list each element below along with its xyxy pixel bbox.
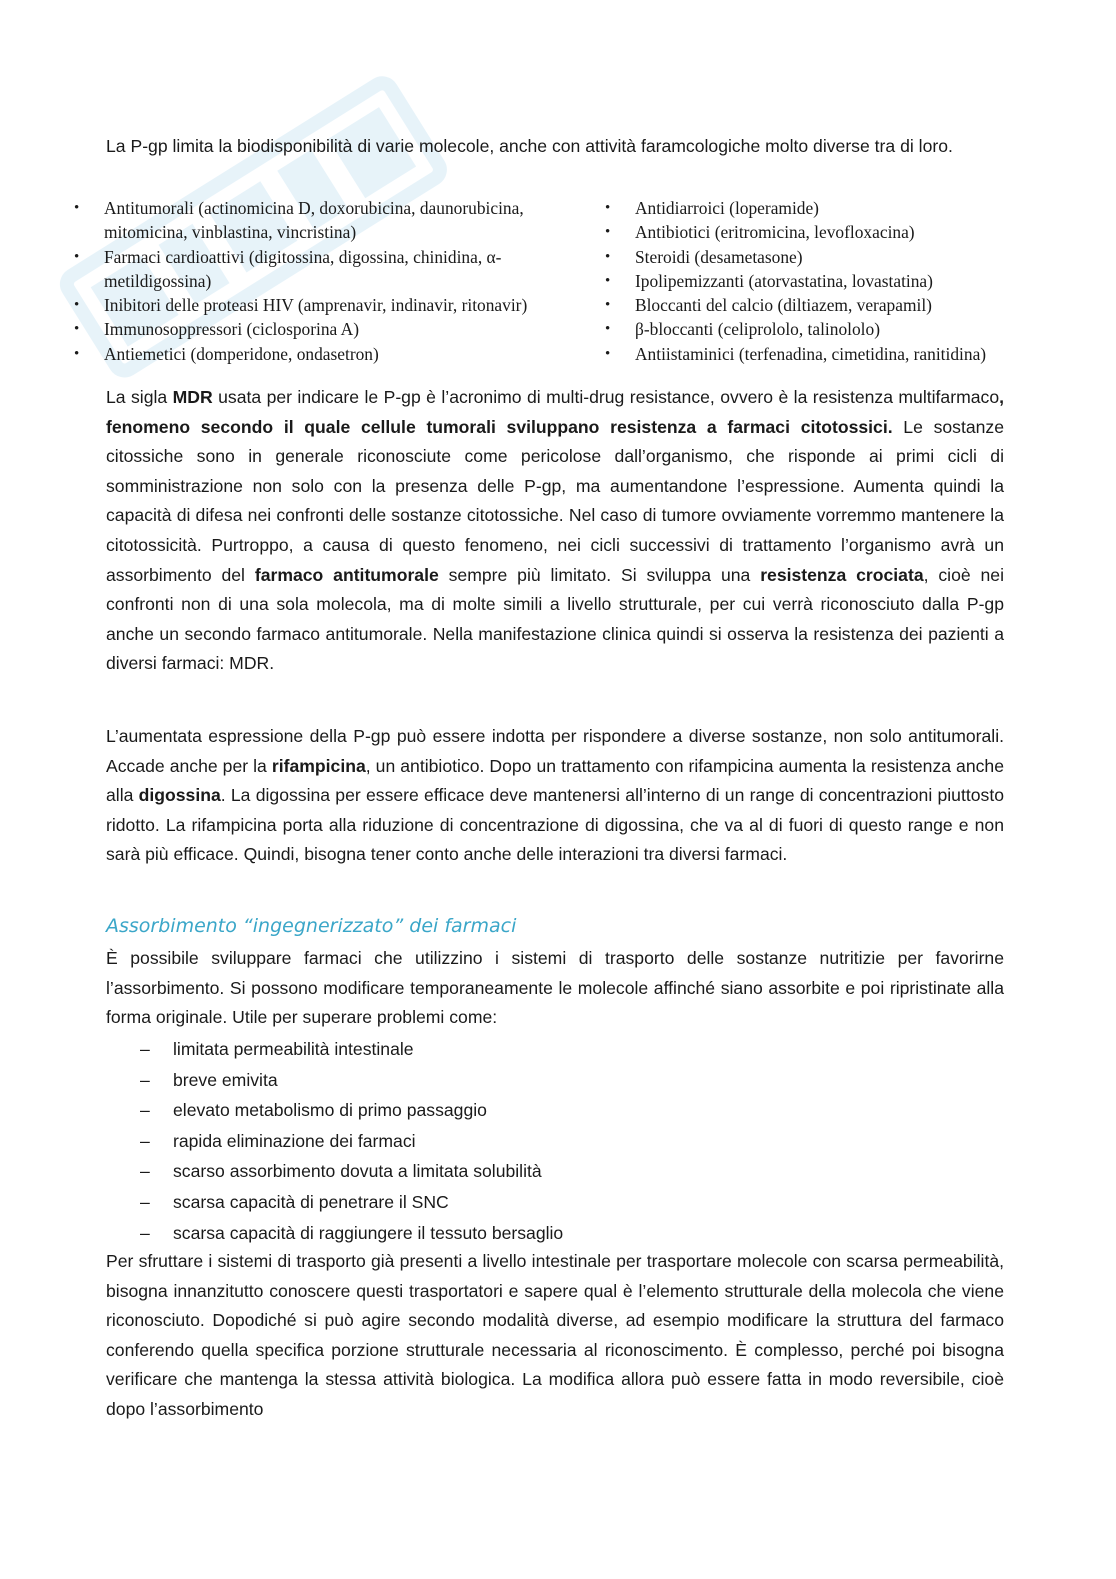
list-item: • Steroidi (desametasone) <box>605 246 803 267</box>
section-intro-paragraph: È possibile sviluppare farmaci che utilizzino i sistemi di trasporto delle sostanze nutritizie per favorirne l’assorbimento. Si possono modificare temporaneamente le molecole affinché siano assorbite e poi ripristinate alla forma originale. Utile per superare problemi come: <box>106 948 1004 1028</box>
drug-classes-right-list <box>605 196 1095 366</box>
problems-list <box>140 1034 563 1248</box>
list-item: • Farmaci cardioattivi (digitossina, digossina, chinidina, α-metildigossina) <box>74 246 502 291</box>
list-item: • β-bloccanti (celiprololo, talinololo) <box>605 319 880 340</box>
list-item: – limitata permeabilità intestinale <box>140 1039 414 1059</box>
list-item: • Antitumorali (actinomicina D, doxorubicina, daunorubicina, mitomicina, vinblastina, vincristina) <box>74 198 524 243</box>
list-item: – elevato metabolismo di primo passaggio <box>140 1100 487 1121</box>
list-item: • Antiistaminici (terfenadina, cimetidina, ranitidina) <box>605 343 987 364</box>
drug-classes-left-list <box>74 196 594 366</box>
list-item: • Antidiarroici (loperamide) <box>605 198 819 218</box>
intro-paragraph: La P-gp limita la biodisponibilità di varie molecole, anche con attività faramcologiche molto diverse tra di loro. <box>106 136 953 156</box>
list-item: • Ipolipemizzanti (atorvastatina, lovastatina) <box>605 270 933 291</box>
list-item: – scarsa capacità di raggiungere il tessuto bersaglio <box>140 1222 564 1243</box>
section-heading: Assorbimento “ingegnerizzato” dei farmaci <box>106 915 517 937</box>
list-item: • Bloccanti del calcio (diltiazem, verapamil) <box>605 295 932 316</box>
list-item: – scarsa capacità di penetrare il SNC <box>140 1191 449 1212</box>
expression-paragraph: L’aumentata espressione della P-gp può essere indotta per rispondere a diverse sostanze, non solo antitumorali. Accade anche per la rifampicina, un antibiotico. Dopo un trattamento con rifampicina aumenta la resistenza anche alla digossina. La digossina per essere efficace deve mantenersi all’interno di un range di concentrazioni piuttosto ridotto. La rifampicina porta alla riduzione di concentrazione di digossina, che va al di fuori di questo range e non sarà più efficace. Quindi, bisogna tener conto anche delle interazioni tra diversi farmaci. <box>106 726 1004 865</box>
mdr-paragraph: La sigla MDR usata per indicare le P-gp è l’acronimo di multi-drug resistance, ovvero è la resistenza multifarmaco, fenomeno secondo il quale cellule tumorali sviluppano resistenza a farmaci citotossici. Le sostanze citossiche sono in generale riconosciute come pericolose dall’organismo, che risponde ai primi cicli di somministrazione non solo con la presenza delle P-gp, ma aumentandone l’espressione. Aumenta quindi la capacità di difesa nei confronti delle sostanze citotossiche. Nel caso di tumore ovviamente vorremmo mantenere la citotossicità. Purtroppo, a causa di questo fenomeno, nei cicli successivi di trattamento l’organismo avrà un assorbimento del farmaco antitumorale sempre più limitato. Si sviluppa una resistenza crociata, cioè nei confronti non di una sola molecola, ma di molte simili a livello strutturale, per cui verrà riconosciuto dalla P-gp anche un secondo farmaco antitumorale. Nella manifestazione clinica quindi si osserva la resistenza dei pazienti a diversi farmaci: MDR. <box>106 387 1004 674</box>
closing-paragraph: Per sfruttare i sistemi di trasporto già presenti a livello intestinale per trasportare molecole con scarsa permeabilità, bisogna innanzitutto conoscere questi trasportatori e sapere qual è l’elemento strutturale della molecola che viene riconosciuto. Dopodiché si può agire secondo modalità diverse, ad esempio modificare la struttura del farmaco conferendo quella specifica porzione strutturale necessaria al riconoscimento. È complesso, perché poi bisogna verificare che mantenga la stessa attività biologica. La modifica allora può essere fatta in modo reversibile, cioè dopo l’assorbimento <box>106 1251 1004 1419</box>
list-item: • Antiemetici (domperidone, ondasetron) <box>74 343 379 364</box>
list-item: • Inibitori delle proteasi HIV (amprenavir, indinavir, ritonavir) <box>74 295 528 316</box>
list-item: • Immunosoppressori (ciclosporina A) <box>74 319 360 340</box>
list-item: – scarso assorbimento dovuta a limitata solubilità <box>140 1161 542 1182</box>
list-item: • Antibiotici (eritromicina, levofloxacina) <box>605 222 915 243</box>
list-item: – rapida eliminazione dei farmaci <box>140 1130 416 1151</box>
list-item: – breve emivita <box>140 1069 278 1090</box>
